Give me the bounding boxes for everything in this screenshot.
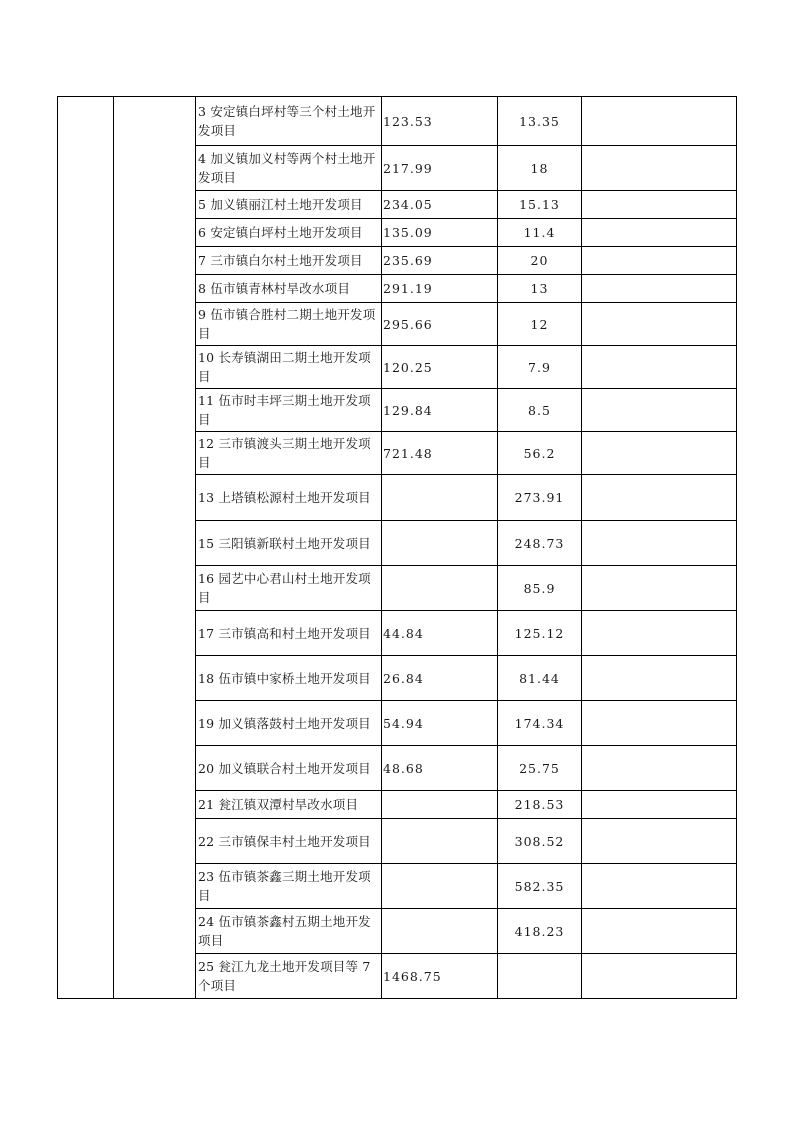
remark-cell: [582, 656, 737, 701]
merged-subcategory-cell: [114, 97, 196, 999]
amount-1-cell: [382, 909, 498, 954]
remark-cell: [582, 566, 737, 611]
amount-1-cell: 44.84: [382, 611, 498, 656]
project-name-cell: 6 安定镇白坪村土地开发项目: [196, 219, 382, 247]
remark-cell: [582, 791, 737, 819]
project-name-cell: 9 伍市镇合胜村二期土地开发项目: [196, 303, 382, 346]
amount-1-cell: 235.69: [382, 247, 498, 275]
remark-cell: [582, 909, 737, 954]
project-name-cell: 12 三市镇渡头三期土地开发项目: [196, 432, 382, 475]
remark-cell: [582, 346, 737, 389]
project-table: [57, 96, 737, 999]
table-body: [58, 97, 737, 999]
project-name-cell: 10 长寿镇湖田二期土地开发项目: [196, 346, 382, 389]
amount-2-cell: [498, 954, 582, 999]
remark-cell: [582, 432, 737, 475]
remark-cell: [582, 275, 737, 303]
project-name-cell: 24 伍市镇茶鑫村五期土地开发项目: [196, 909, 382, 954]
remark-cell: [582, 611, 737, 656]
amount-2-cell: 20: [498, 247, 582, 275]
remark-cell: [582, 97, 737, 146]
remark-cell: [582, 954, 737, 999]
amount-2-cell: 418.23: [498, 909, 582, 954]
merged-category-cell: [58, 97, 114, 999]
project-name-cell: 22 三市镇保丰村土地开发项目: [196, 819, 382, 864]
project-name-cell: 3 安定镇白坪村等三个村土地开发项目: [196, 97, 382, 146]
remark-cell: [582, 219, 737, 247]
amount-1-cell: 135.09: [382, 219, 498, 247]
amount-2-cell: 8.5: [498, 389, 582, 432]
amount-1-cell: 26.84: [382, 656, 498, 701]
remark-cell: [582, 191, 737, 219]
amount-1-cell: [382, 521, 498, 566]
amount-2-cell: 13: [498, 275, 582, 303]
remark-cell: [582, 303, 737, 346]
amount-2-cell: 174.34: [498, 701, 582, 746]
amount-2-cell: 11.4: [498, 219, 582, 247]
project-name-cell: 4 加义镇加义村等两个村土地开发项目: [196, 146, 382, 191]
amount-1-cell: [382, 475, 498, 521]
remark-cell: [582, 521, 737, 566]
amount-1-cell: 721.48: [382, 432, 498, 475]
project-name-cell: 18 伍市镇中家桥土地开发项目: [196, 656, 382, 701]
remark-cell: [582, 389, 737, 432]
amount-2-cell: 582.35: [498, 864, 582, 909]
amount-1-cell: 129.84: [382, 389, 498, 432]
amount-2-cell: 218.53: [498, 791, 582, 819]
amount-1-cell: 217.99: [382, 146, 498, 191]
project-name-cell: 16 园艺中心君山村土地开发项目: [196, 566, 382, 611]
amount-1-cell: 48.68: [382, 746, 498, 791]
amount-1-cell: [382, 566, 498, 611]
amount-2-cell: 308.52: [498, 819, 582, 864]
amount-1-cell: [382, 791, 498, 819]
amount-2-cell: 7.9: [498, 346, 582, 389]
amount-2-cell: 56.2: [498, 432, 582, 475]
project-name-cell: 5 加义镇丽江村土地开发项目: [196, 191, 382, 219]
project-name-cell: 20 加义镇联合村土地开发项目: [196, 746, 382, 791]
project-name-cell: 8 伍市镇青林村旱改水项目: [196, 275, 382, 303]
project-name-cell: 7 三市镇白尔村土地开发项目: [196, 247, 382, 275]
amount-2-cell: 18: [498, 146, 582, 191]
amount-2-cell: 125.12: [498, 611, 582, 656]
remark-cell: [582, 864, 737, 909]
project-name-cell: 11 伍市时丰坪三期土地开发项目: [196, 389, 382, 432]
amount-1-cell: 54.94: [382, 701, 498, 746]
amount-2-cell: 85.9: [498, 566, 582, 611]
project-name-cell: 25 瓮江九龙土地开发项目等 7 个项目: [196, 954, 382, 999]
amount-1-cell: 1468.75: [382, 954, 498, 999]
remark-cell: [582, 475, 737, 521]
remark-cell: [582, 819, 737, 864]
amount-2-cell: 15.13: [498, 191, 582, 219]
remark-cell: [582, 746, 737, 791]
amount-2-cell: 81.44: [498, 656, 582, 701]
amount-2-cell: 273.91: [498, 475, 582, 521]
remark-cell: [582, 146, 737, 191]
amount-2-cell: 25.75: [498, 746, 582, 791]
amount-1-cell: [382, 819, 498, 864]
project-name-cell: 19 加义镇落鼓村土地开发项目: [196, 701, 382, 746]
project-name-cell: 23 伍市镇茶鑫三期土地开发项目: [196, 864, 382, 909]
amount-1-cell: 120.25: [382, 346, 498, 389]
project-name-cell: 17 三市镇高和村土地开发项目: [196, 611, 382, 656]
remark-cell: [582, 701, 737, 746]
amount-2-cell: 248.73: [498, 521, 582, 566]
amount-1-cell: [382, 864, 498, 909]
amount-1-cell: 234.05: [382, 191, 498, 219]
project-name-cell: 13 上塔镇松源村土地开发项目: [196, 475, 382, 521]
table-row: [58, 97, 737, 146]
amount-2-cell: 12: [498, 303, 582, 346]
amount-1-cell: 123.53: [382, 97, 498, 146]
amount-1-cell: 291.19: [382, 275, 498, 303]
amount-2-cell: 13.35: [498, 97, 582, 146]
project-name-cell: 21 瓮江镇双潭村旱改水项目: [196, 791, 382, 819]
amount-1-cell: 295.66: [382, 303, 498, 346]
project-name-cell: 15 三阳镇新联村土地开发项目: [196, 521, 382, 566]
remark-cell: [582, 247, 737, 275]
